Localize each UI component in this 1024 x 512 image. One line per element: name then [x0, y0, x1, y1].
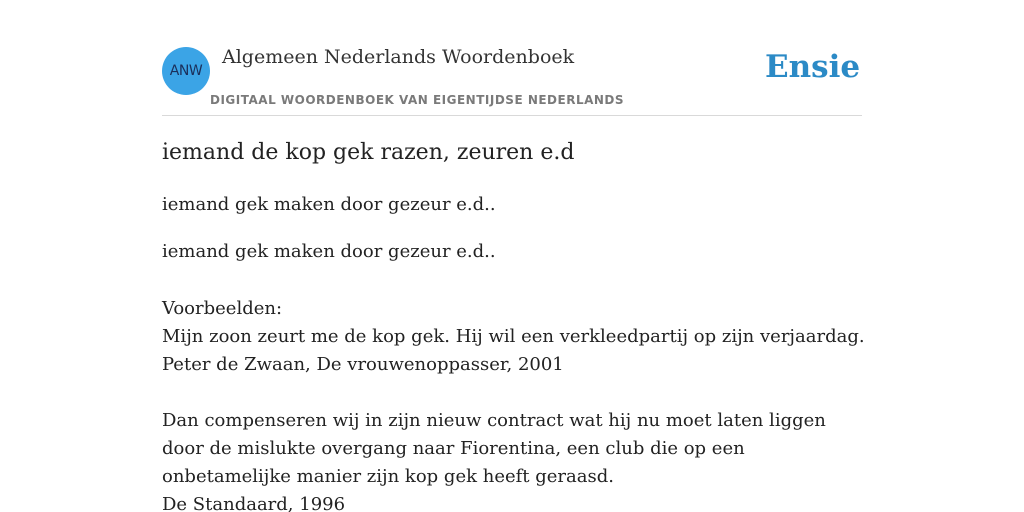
- definition-full: iemand gek maken door gezeur e.d..: [162, 241, 496, 262]
- example-source: De Standaard, 1996: [162, 494, 346, 512]
- ensie-brand-logo[interactable]: Ensie: [765, 49, 861, 85]
- site-subtitle: DIGITAAL WOORDENBOEK VAN EIGENTIJDSE NEDERLANDS: [210, 93, 625, 107]
- definition-short: iemand gek maken door gezeur e.d..: [162, 194, 496, 215]
- entry-title: iemand de kop gek razen, zeuren e.d: [162, 140, 575, 165]
- example-text: Dan compenseren wij in zijn nieuw contract wat hij nu moet laten liggen door de mislukte overgang naar Fiorentina, een club die op een onbetamelijke manier zijn kop gek heeft geraasd.: [162, 410, 826, 487]
- example-text: Mijn zoon zeurt me de kop gek. Hij wil een verkleedpartij op zijn verjaardag.: [162, 326, 865, 347]
- example-source: Peter de Zwaan, De vrouwenoppasser, 2001: [162, 354, 564, 375]
- site-title[interactable]: Algemeen Nederlands Woordenboek: [222, 46, 575, 68]
- examples-label: Voorbeelden:: [162, 298, 283, 319]
- header-divider: [162, 115, 862, 116]
- anw-logo[interactable]: [162, 47, 210, 95]
- anw-logo-text: ANW: [169, 63, 203, 79]
- example-spacer: [162, 379, 872, 407]
- examples-section: [162, 295, 872, 512]
